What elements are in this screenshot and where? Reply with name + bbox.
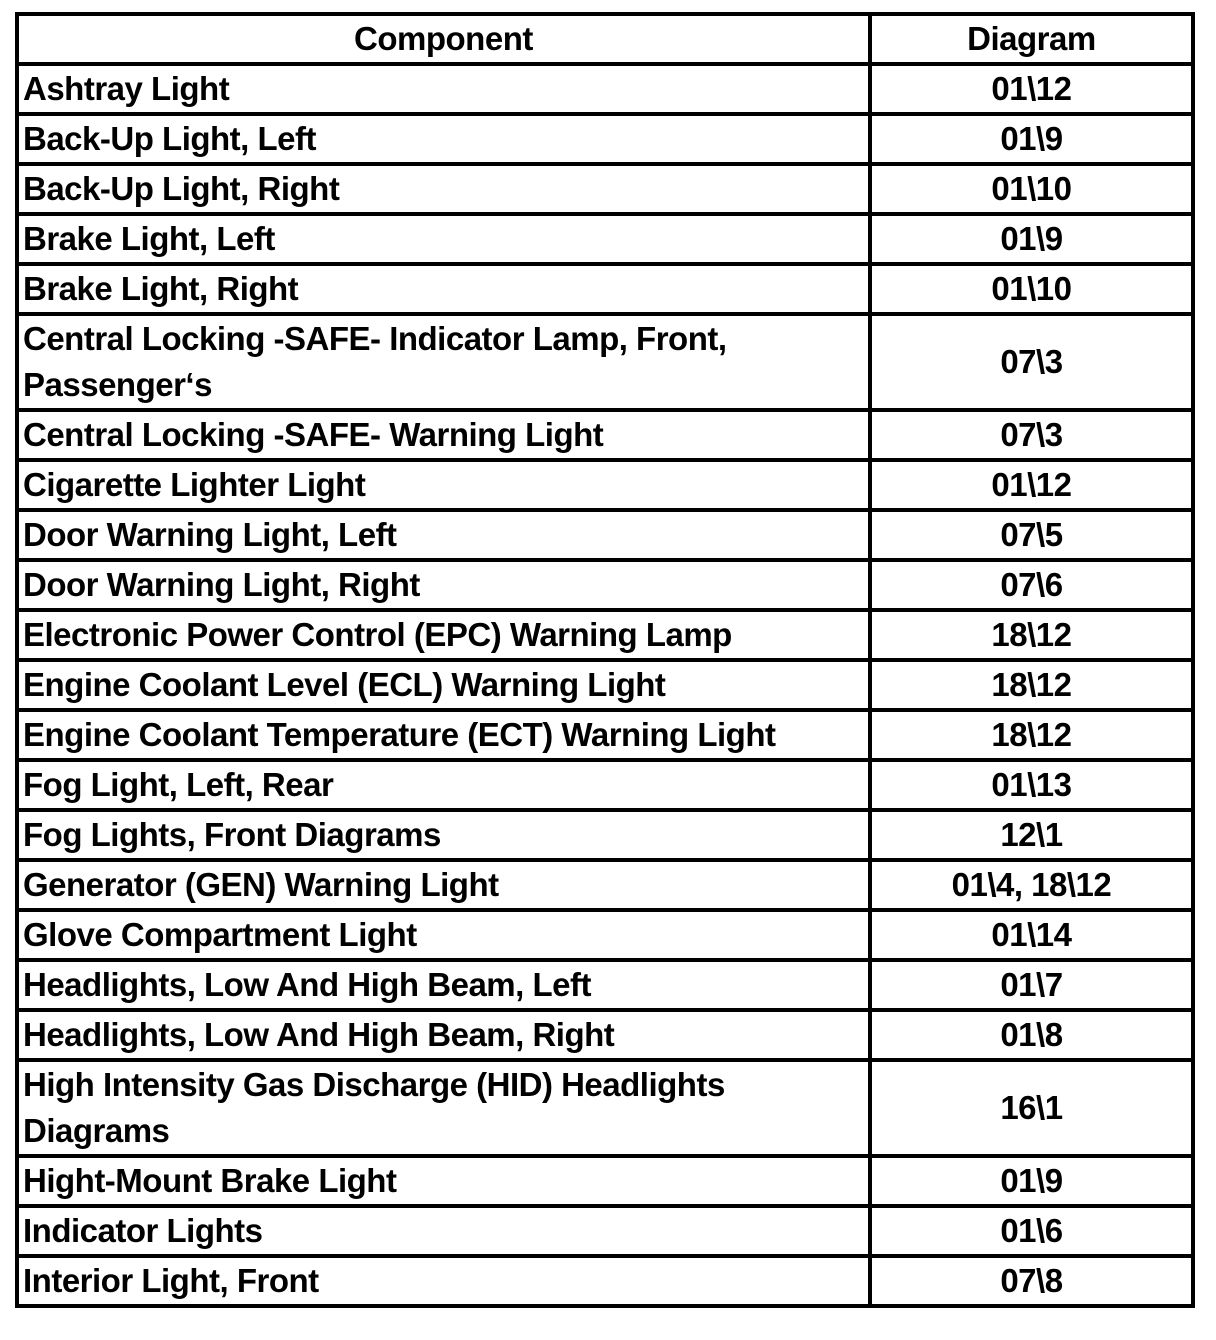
diagram-cell: 01\9 [870, 214, 1193, 264]
column-header-diagram: Diagram [870, 14, 1193, 64]
diagram-cell: 01\10 [870, 164, 1193, 214]
component-cell: High Intensity Gas Discharge (HID) Headlights Diagrams [17, 1060, 870, 1156]
table-row [17, 460, 1193, 510]
table-row [17, 710, 1193, 760]
header-row [17, 14, 1193, 64]
component-cell: Engine Coolant Temperature (ECT) Warning Light [17, 710, 870, 760]
component-cell: Back-Up Light, Left [17, 114, 870, 164]
diagram-cell: 01\6 [870, 1206, 1193, 1256]
diagram-cell: 01\13 [870, 760, 1193, 810]
component-cell: Central Locking -SAFE- Indicator Lamp, Front, Passenger‘s [17, 314, 870, 410]
table-row [17, 64, 1193, 114]
table-row [17, 1060, 1193, 1156]
table-row [17, 114, 1193, 164]
diagram-cell: 07\8 [870, 1256, 1193, 1306]
diagram-cell: 18\12 [870, 610, 1193, 660]
component-cell: Fog Lights, Front Diagrams [17, 810, 870, 860]
diagram-cell: 07\3 [870, 314, 1193, 410]
diagram-cell: 01\9 [870, 1156, 1193, 1206]
table-row [17, 860, 1193, 910]
component-cell: Glove Compartment Light [17, 910, 870, 960]
component-cell: Door Warning Light, Right [17, 560, 870, 610]
component-cell: Door Warning Light, Left [17, 510, 870, 560]
table-row [17, 760, 1193, 810]
table-row [17, 1206, 1193, 1256]
diagram-cell: 07\6 [870, 560, 1193, 610]
component-cell: Engine Coolant Level (ECL) Warning Light [17, 660, 870, 710]
diagram-cell: 18\12 [870, 660, 1193, 710]
table-row [17, 214, 1193, 264]
component-cell: Headlights, Low And High Beam, Left [17, 960, 870, 1010]
table-row [17, 264, 1193, 314]
component-cell: Ashtray Light [17, 64, 870, 114]
component-cell: Interior Light, Front [17, 1256, 870, 1306]
component-cell: Cigarette Lighter Light [17, 460, 870, 510]
component-diagram-table [15, 12, 1195, 1308]
table-row [17, 510, 1193, 560]
diagram-cell: 07\5 [870, 510, 1193, 560]
table-row [17, 960, 1193, 1010]
table-row [17, 1256, 1193, 1306]
diagram-cell: 01\12 [870, 460, 1193, 510]
table-row [17, 910, 1193, 960]
diagram-cell: 01\12 [870, 64, 1193, 114]
table-row [17, 1010, 1193, 1060]
component-cell: Fog Light, Left, Rear [17, 760, 870, 810]
table-row [17, 810, 1193, 860]
diagram-cell: 01\10 [870, 264, 1193, 314]
diagram-cell: 01\8 [870, 1010, 1193, 1060]
diagram-cell: 01\7 [870, 960, 1193, 1010]
component-cell: Brake Light, Left [17, 214, 870, 264]
table-row [17, 560, 1193, 610]
component-cell: Electronic Power Control (EPC) Warning Lamp [17, 610, 870, 660]
component-cell: Hight-Mount Brake Light [17, 1156, 870, 1206]
component-cell: Generator (GEN) Warning Light [17, 860, 870, 910]
table-row [17, 164, 1193, 214]
table-row [17, 410, 1193, 460]
component-cell: Indicator Lights [17, 1206, 870, 1256]
component-cell: Central Locking -SAFE- Warning Light [17, 410, 870, 460]
diagram-cell: 01\4, 18\12 [870, 860, 1193, 910]
component-cell: Headlights, Low And High Beam, Right [17, 1010, 870, 1060]
column-header-component: Component [17, 14, 870, 64]
component-cell: Brake Light, Right [17, 264, 870, 314]
diagram-cell: 18\12 [870, 710, 1193, 760]
diagram-cell: 07\3 [870, 410, 1193, 460]
table-row [17, 610, 1193, 660]
diagram-cell: 01\14 [870, 910, 1193, 960]
diagram-cell: 01\9 [870, 114, 1193, 164]
table-row [17, 1156, 1193, 1206]
table-row [17, 314, 1193, 410]
diagram-cell: 16\1 [870, 1060, 1193, 1156]
component-cell: Back-Up Light, Right [17, 164, 870, 214]
table-row [17, 660, 1193, 710]
diagram-cell: 12\1 [870, 810, 1193, 860]
